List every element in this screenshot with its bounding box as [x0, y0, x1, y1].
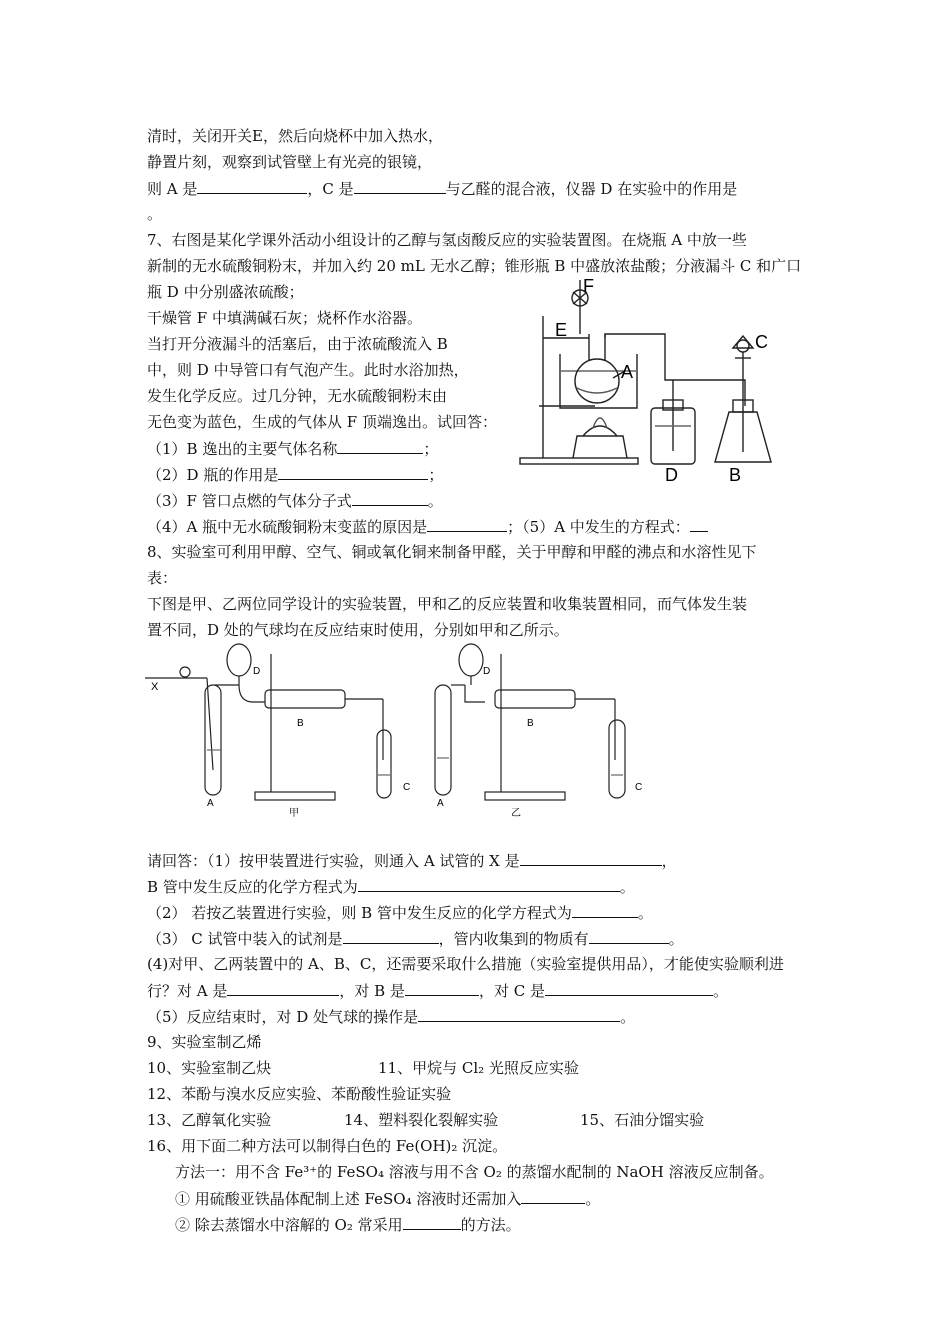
q8-line2: 表：	[147, 569, 178, 587]
q8-line4: 置不同，D 处的气球均在反应结束时使用，分别如甲和乙所示。	[147, 621, 569, 639]
q8-ans6: 行？对 A 是 ，对 B 是 ，对 C 是 。	[147, 982, 728, 1000]
q8-blank-products[interactable]	[589, 928, 669, 944]
q16-line2: 方法一：用不含 Fe³⁺的 FeSO₄ 溶液与用不含 O₂ 的蒸馏水配制的 NaOH 溶液反应制备。	[175, 1163, 774, 1181]
label-E: E	[555, 320, 568, 340]
q6-line3: 则 A 是 ，C 是 与乙醛的混合液，仪器 D 在实验中的作用是	[147, 180, 738, 198]
label-D: D	[665, 465, 678, 485]
fig-label-B1: B	[297, 718, 304, 729]
q16-line4: ② 除去蒸馏水中溶解的 O₂ 常采用 的方法。	[175, 1216, 521, 1234]
q11: 11、甲烷与 Cl₂ 光照反应实验	[378, 1059, 579, 1077]
q7-sub3: （3）F 管口点燃的气体分子式 。	[147, 492, 443, 510]
q13: 13、乙醇氧化实验	[147, 1111, 272, 1129]
fig-label-C2: C	[635, 782, 643, 793]
q8-ans3: （2） 若按乙装置进行实验，则 B 管中发生反应的化学方程式为 。	[147, 904, 653, 922]
q7-blank-2[interactable]	[278, 464, 428, 480]
fig-label-B2: B	[527, 718, 534, 729]
q8-blank-B[interactable]	[405, 980, 479, 996]
q7-blank-4[interactable]	[427, 516, 507, 532]
label-A: A	[621, 362, 634, 382]
q7-apparatus-figure	[515, 276, 777, 485]
q8-blank-x[interactable]	[520, 850, 662, 866]
q10: 10、实验室制乙炔	[147, 1059, 272, 1077]
q6-line1: 清时，关闭开关E，然后向烧杯中加入热水，	[147, 127, 443, 145]
q15: 15、石油分馏实验	[580, 1111, 705, 1129]
label-C: C	[755, 332, 768, 352]
q16-line3: ① 用硫酸亚铁晶体配制上述 FeSO₄ 溶液时还需加入 。	[175, 1190, 601, 1208]
q16-blank-1[interactable]	[521, 1188, 585, 1204]
q8-blank-C[interactable]	[545, 980, 713, 996]
fig-label-jia: 甲	[289, 808, 299, 819]
q14: 14、塑料裂化裂解实验	[344, 1111, 499, 1129]
q8-blank-eq1[interactable]	[358, 876, 620, 892]
q8-line3: 下图是甲、乙两位同学设计的实验装置，甲和乙的反应装置和收集装置相同，而气体发生装	[147, 595, 748, 613]
q9: 9、实验室制乙烯	[147, 1033, 262, 1051]
fig-label-A2: A	[437, 798, 444, 809]
q7-line2: 新制的无水硫酸铜粉末，并加入约 20 mL 无水乙醇；锥形瓶 B 中盛放浓盐酸；分液漏斗 C 和广口	[147, 257, 802, 275]
q7-line8: 无色变为蓝色，生成的气体从 F 顶端逸出。试回答：	[147, 413, 497, 431]
q7-line6: 中，则 D 中导管口有气泡产生。此时水浴加热，	[147, 361, 469, 379]
fig-label-D2: D	[483, 666, 491, 677]
label-B: B	[729, 465, 742, 485]
q7-blank-1[interactable]	[337, 438, 423, 454]
q7-sub2: （2）D 瓶的作用是 ；	[147, 466, 444, 484]
q8-blank-eq2[interactable]	[572, 902, 638, 918]
fig-label-C1: C	[403, 782, 411, 793]
q6-blank-a[interactable]	[197, 178, 307, 194]
q12: 12、苯酚与溴水反应实验、苯酚酸性验证实验	[147, 1085, 452, 1103]
q6-line2: 静置片刻，观察到试管壁上有光亮的银镜，	[147, 153, 433, 171]
q8-ans4: （3） C 试管中装入的试剂是 ，管内收集到的物质有 。	[147, 930, 684, 948]
q16-blank-2[interactable]	[403, 1214, 461, 1230]
fig-label-A1: A	[207, 798, 214, 809]
q6-blank-c[interactable]	[354, 178, 446, 194]
fig-label-D1: D	[253, 666, 261, 677]
q8-ans1: 请回答：（1）按甲装置进行实验，则通入 A 试管的 X 是 ，	[147, 852, 677, 870]
label-F: F	[583, 276, 594, 296]
q8-ans2: B 管中发生反应的化学方程式为 。	[147, 878, 635, 896]
q8-blank-A[interactable]	[227, 980, 339, 996]
q8-line1: 8、实验室可利用甲醇、空气、铜或氧化铜来制备甲醛，关于甲醇和甲醛的沸点和水溶性见下	[147, 543, 757, 561]
q7-sub4: （4）A 瓶中无水硫酸铜粉末变蓝的原因是 ；（5）A 中发生的方程式：	[147, 516, 708, 537]
q8-apparatus-figure	[145, 640, 675, 820]
q7-line5: 当打开分液漏斗的活塞后，由于浓硫酸流入 B	[147, 335, 448, 353]
q16-line1: 16、用下面二种方法可以制得白色的 Fe(OH)₂ 沉淀。	[147, 1137, 508, 1155]
q7-line7: 发生化学反应。过几分钟，无水硫酸铜粉末由	[147, 387, 448, 405]
q7-sub1: （1）B 逸出的主要气体名称 ；	[147, 440, 439, 458]
q8-blank-reagent[interactable]	[343, 928, 439, 944]
q7-line4: 干燥管 F 中填满碱石灰；烧杯作水浴器。	[147, 309, 422, 327]
q6-line4: 。	[147, 205, 163, 223]
q7-blank-3[interactable]	[352, 490, 428, 506]
q8-ans7: （5）反应结束时，对 D 处气球的操作是 。	[147, 1008, 636, 1026]
q7-line3: 瓶 D 中分别盛浓硫酸；	[147, 283, 304, 301]
q7-line1: 7、右图是某化学课外活动小组设计的乙醇与氢卤酸反应的实验装置图。在烧瓶 A 中放一些	[147, 231, 747, 249]
fig-label-yi: 乙	[511, 808, 521, 819]
q8-ans5: (4)对甲、乙两装置中的 A、B、C，还需要采取什么措施（实验室提供用品），才能使实验顺利进	[147, 955, 784, 973]
fig-label-X: X	[151, 681, 159, 693]
q8-blank-balloon[interactable]	[418, 1006, 620, 1022]
q7-blank-5[interactable]	[690, 516, 708, 532]
